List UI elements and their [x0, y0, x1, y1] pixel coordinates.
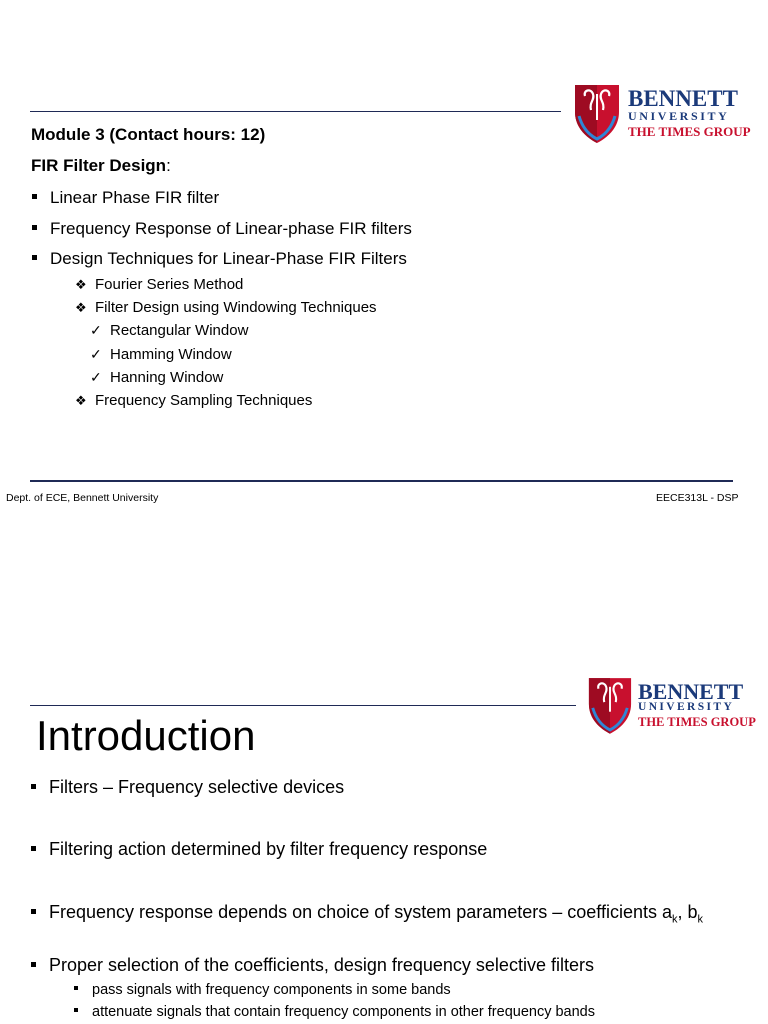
bullet-text: Frequency Response of Linear-phase FIR filters — [50, 219, 412, 238]
bullet-text: Proper selection of the coefficients, design frequency selective filters — [49, 955, 594, 975]
bullet-linear-phase — [32, 188, 219, 208]
window-item-hanning — [90, 369, 223, 386]
sub-bullet-text: attenuate signals that contain frequency components in other frequency bands — [92, 1004, 595, 1020]
sub-item-sampling — [75, 392, 312, 409]
footer-right: EECE313L - DSP — [656, 492, 739, 504]
diamond-bullet-icon: ❖ — [75, 393, 87, 408]
university-crest-icon — [587, 675, 633, 735]
subscript-k: k — [672, 913, 678, 926]
square-bullet-icon — [32, 255, 37, 260]
sub-item-text: Fourier Series Method — [95, 276, 244, 293]
bullet-proper-selection — [31, 955, 594, 976]
bullet-filtering-action — [31, 839, 487, 860]
slide2-header-rule — [30, 705, 576, 706]
bennett-logo — [587, 675, 767, 737]
bullet-text: Frequency response depends on choice of system parameters – coefficients a — [49, 902, 673, 922]
square-bullet-icon — [31, 784, 36, 789]
bullet-text: Filtering action determined by filter frequency response — [49, 839, 488, 859]
square-bullet-icon — [31, 909, 36, 914]
bullet-frequency-response — [32, 219, 412, 239]
check-icon: ✓ — [90, 346, 102, 362]
slide1-header-rule — [30, 111, 561, 112]
window-item-text: Hanning Window — [110, 369, 224, 386]
sub-item-fourier — [75, 276, 243, 293]
bullet-text: Design Techniques for Linear-Phase FIR Filters — [50, 249, 407, 268]
section-title-text: FIR Filter Design — [31, 156, 167, 175]
window-item-text: Rectangular Window — [110, 322, 249, 339]
bullet-text: Linear Phase FIR filter — [50, 188, 220, 207]
logo-university-text: UNIVERSITY — [638, 701, 735, 713]
sub-bullet-text: pass signals with frequency components in some bands — [92, 982, 451, 998]
sub-item-windowing — [75, 299, 377, 316]
window-item-text: Hamming Window — [110, 346, 232, 363]
bennett-logo — [573, 82, 763, 146]
slide1-footer-rule — [30, 480, 733, 482]
subscript-k: k — [697, 913, 704, 926]
square-bullet-icon — [31, 846, 36, 851]
university-crest-icon — [573, 82, 621, 144]
section-title-colon: : — [166, 156, 171, 175]
square-bullet-icon — [74, 1008, 78, 1012]
window-item-rectangular — [90, 322, 248, 339]
window-item-hamming — [90, 346, 232, 363]
logo-university-text: UNIVERSITY — [628, 109, 730, 123]
check-icon: ✓ — [90, 322, 102, 338]
logo-times-group-text: THE TIMES GROUP — [628, 124, 751, 139]
sub-item-text: Frequency Sampling Techniques — [95, 392, 313, 409]
bullet-frequency-response-params — [31, 902, 703, 926]
square-bullet-icon — [32, 225, 37, 230]
slide-title: Introduction — [36, 712, 256, 759]
diamond-bullet-icon: ❖ — [75, 277, 87, 292]
bullet-design-techniques — [32, 249, 407, 269]
bullet-text: Filters – Frequency selective devices — [49, 777, 345, 797]
sub-bullet-attenuate — [74, 1004, 595, 1020]
diamond-bullet-icon: ❖ — [75, 300, 87, 315]
logo-bennett-text: BENNETT — [638, 679, 744, 704]
module-title: Module 3 (Contact hours: 12) — [31, 125, 266, 144]
bullet-filters — [31, 777, 344, 798]
section-title — [31, 156, 171, 176]
square-bullet-icon — [32, 194, 37, 199]
square-bullet-icon — [74, 986, 78, 990]
check-icon: ✓ — [90, 369, 102, 385]
square-bullet-icon — [31, 962, 36, 967]
sub-item-text: Filter Design using Windowing Techniques — [95, 299, 377, 316]
bullet-text-mid: , b — [677, 902, 698, 922]
logo-bennett-text: BENNETT — [628, 86, 738, 111]
logo-times-group-text: THE TIMES GROUP — [638, 715, 756, 729]
footer-left: Dept. of ECE, Bennett University — [6, 492, 159, 504]
sub-bullet-pass — [74, 982, 451, 998]
